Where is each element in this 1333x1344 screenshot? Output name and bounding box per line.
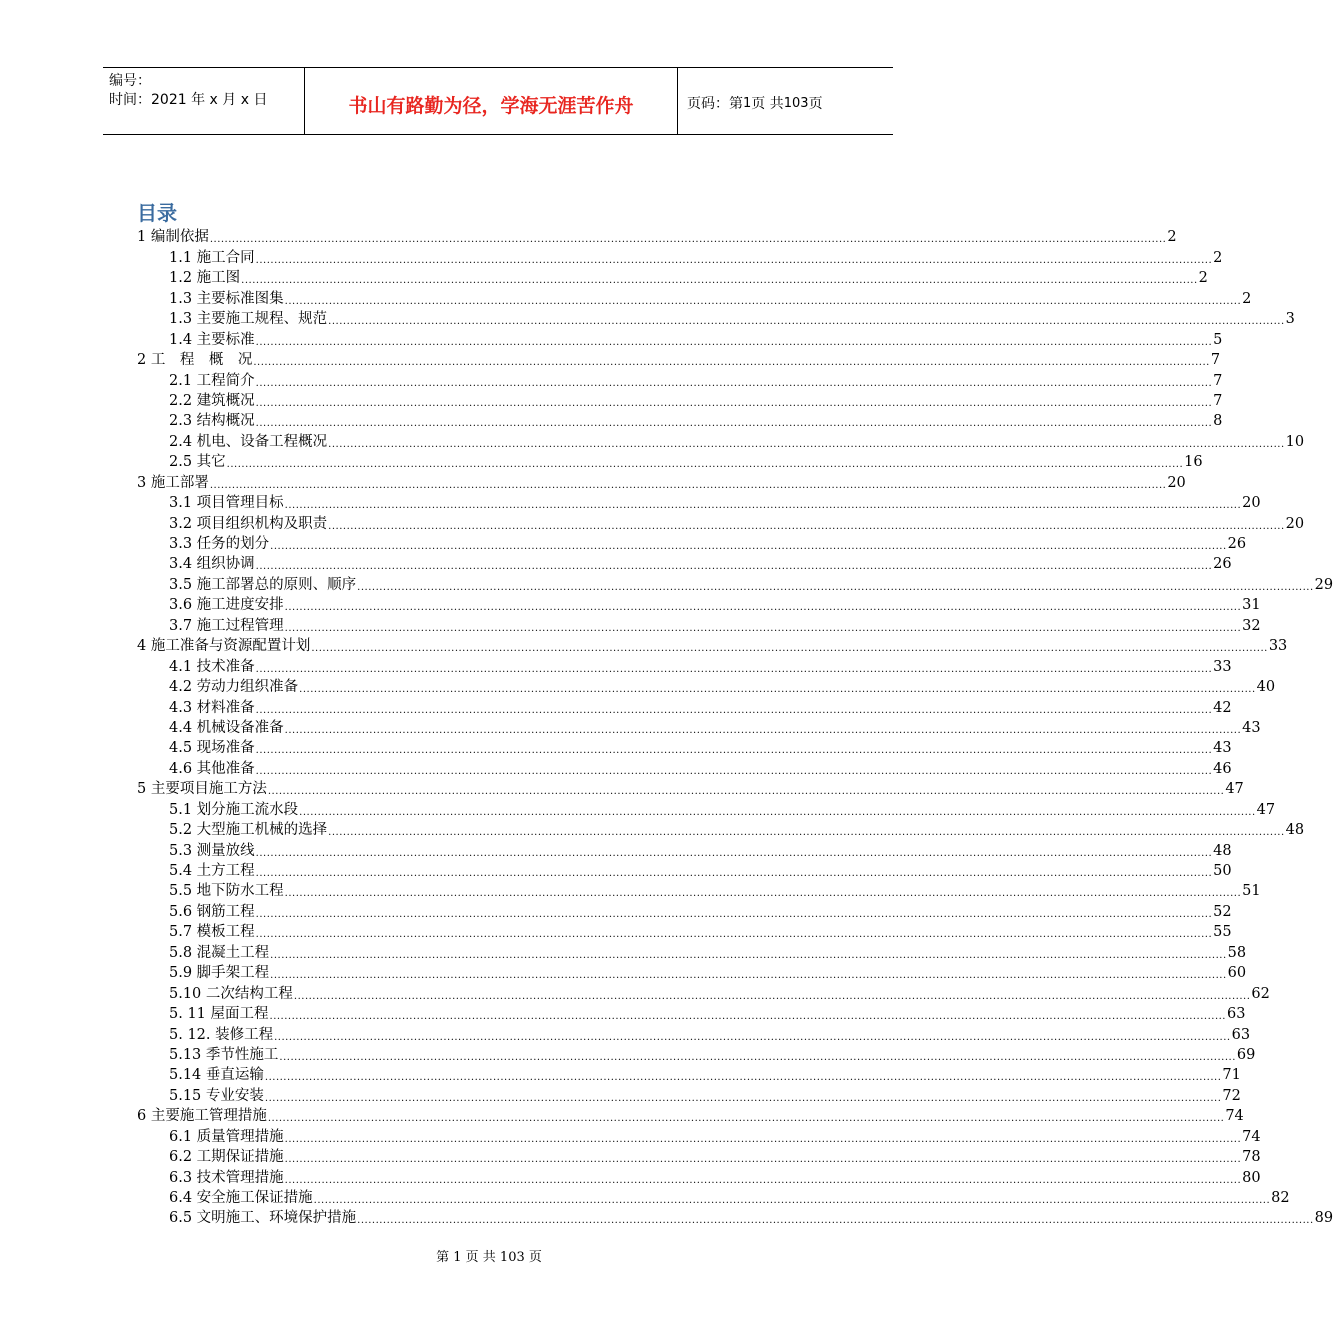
toc-leader-dots: .................................................................................................................................................................................................................................................................... (253, 357, 1210, 369)
toc-entry-title: 2.4 机电、设备工程概况 (169, 433, 328, 450)
toc-leader-dots: .................................................................................................................................................................................................................................................................... (279, 1051, 1236, 1063)
toc-leader-dots: .................................................................................................................................................................................................................................................................... (284, 1133, 1242, 1145)
toc-entry-page: 5 (1213, 331, 1223, 348)
toc-entry-page: 46 (1213, 760, 1232, 777)
toc-entry[interactable] (137, 962, 1247, 982)
toc-entry-title: 5.8 混凝土工程 (169, 944, 270, 961)
toc-leader-dots: .................................................................................................................................................................................................................................................................... (255, 868, 1213, 879)
toc-entry-title: 1.1 施工合同 (169, 249, 255, 266)
toc-entry-page: 16 (1184, 454, 1203, 471)
toc-entry[interactable] (137, 594, 1261, 614)
toc-leader-dots: .................................................................................................................................................................................................................................................................... (255, 254, 1213, 266)
toc-entry-page: 69 (1236, 1046, 1256, 1063)
toc-entry-title: 4.4 机械设备准备 (169, 719, 284, 736)
toc-leader-dots: .................................................................................................................................................................................................................................................................... (284, 1154, 1242, 1166)
toc-leader-dots: .................................................................................................................................................................................................................................................................... (255, 765, 1213, 777)
toc-entry[interactable] (137, 737, 1232, 757)
toc-leader-dots: .................................................................................................................................................................................................................................................................... (328, 438, 1285, 450)
toc-entry-page: 26 (1213, 556, 1232, 573)
toc-entry-page: 3 (1285, 311, 1295, 328)
toc-leader-dots: .................................................................................................................................................................................................................................................................... (313, 1195, 1271, 1206)
toc-entry-title: 5. 12. 装修工程 (169, 1026, 274, 1043)
toc-entry[interactable] (137, 778, 1244, 798)
toc-entry-title: 5.9 脚手架工程 (169, 965, 270, 982)
toc-entry-title: 2.5 其它 (169, 454, 226, 471)
page-total: 103 (783, 95, 809, 111)
toc-leader-dots: .................................................................................................................................................................................................................................................................... (255, 377, 1213, 389)
toc-entry[interactable] (137, 349, 1221, 369)
toc-entry-page: 48 (1285, 822, 1305, 839)
toc-entry[interactable] (137, 471, 1186, 491)
toc-entry[interactable] (137, 369, 1223, 389)
toc-title: 目录 (137, 201, 177, 225)
toc-entry[interactable] (137, 921, 1232, 941)
toc-entry-page: 63 (1231, 1026, 1251, 1043)
toc-entry-title: 4.6 其他准备 (169, 760, 255, 777)
toc-entry-title: 3 施工部署 (137, 474, 209, 491)
toc-entry-page: 55 (1213, 924, 1232, 941)
toc-entry-title: 5.5 地下防水工程 (169, 883, 284, 900)
toc-entry-page: 60 (1227, 965, 1247, 982)
toc-entry-title: 3.1 项目管理目标 (169, 495, 284, 512)
toc-entry[interactable] (137, 390, 1223, 410)
time-value: 2021 年 x 月 x 日 (151, 92, 268, 108)
toc-entry-title: 1.3 主要施工规程、规范 (169, 311, 328, 328)
toc-entry-title: 3.5 施工部署总的原则、顺序 (169, 576, 357, 593)
toc-entry-title: 3.7 施工过程管理 (169, 617, 284, 634)
toc-entry-page: 2 (1213, 249, 1223, 266)
toc-entry[interactable] (137, 982, 1270, 1002)
toc-leader-dots: .................................................................................................................................................................................................................................................................... (284, 295, 1242, 307)
toc-entry-title: 5.2 大型施工机械的选择 (169, 822, 328, 839)
toc-entry-title: 2.1 工程简介 (169, 372, 255, 389)
toc-entry-page: 10 (1285, 433, 1305, 450)
toc-entry-title: 3.6 施工进度安排 (169, 597, 284, 614)
toc-leader-dots: .................................................................................................................................................................................................................................................................... (284, 888, 1242, 900)
toc-entry[interactable] (137, 430, 1305, 450)
toc-leader-dots: .................................................................................................................................................................................................................................................................... (299, 806, 1256, 818)
toc-leader-dots: .................................................................................................................................................................................................................................................................... (269, 1011, 1226, 1023)
toc-entry[interactable] (137, 553, 1232, 573)
toc-entry-page: 33 (1268, 638, 1288, 655)
toc-entry[interactable] (137, 533, 1247, 553)
toc-entry-page: 2 (1198, 270, 1208, 287)
toc-entry[interactable] (137, 1187, 1290, 1207)
toc-leader-dots: .................................................................................................................................................................................................................................................................... (255, 561, 1213, 573)
toc-entry-title: 5 主要项目施工方法 (137, 781, 267, 798)
toc-entry-page: 52 (1213, 903, 1232, 920)
toc-leader-dots: .................................................................................................................................................................................................................................................................... (357, 1215, 1314, 1227)
toc-entry[interactable] (137, 267, 1208, 287)
toc-entry-title: 4.2 劳动力组织准备 (169, 679, 299, 696)
toc-entry[interactable] (137, 492, 1261, 512)
toc-leader-dots: .................................................................................................................................................................................................................................................................... (255, 745, 1213, 757)
toc-entry[interactable] (137, 512, 1305, 532)
toc-leader-dots: .................................................................................................................................................................................................................................................................... (226, 459, 1184, 471)
toc-entry[interactable] (137, 1064, 1241, 1084)
toc-entry[interactable] (137, 635, 1288, 655)
toc-entry-title: 5.7 模板工程 (169, 924, 255, 941)
toc-leader-dots: .................................................................................................................................................................................................................................................................... (270, 970, 1227, 982)
toc-leader-dots: .................................................................................................................................................................................................................................................................... (357, 581, 1314, 593)
toc-leader-dots: .................................................................................................................................................................................................................................................................... (328, 827, 1285, 839)
toc-entry-title: 1.2 施工图 (169, 270, 241, 287)
toc-leader-dots: .................................................................................................................................................................................................................................................................... (270, 949, 1227, 961)
toc-entry-title: 3.2 项目组织机构及职责 (169, 515, 328, 532)
toc-entry-title: 5.14 垂直运输 (169, 1067, 264, 1084)
toc-leader-dots: .................................................................................................................................................................................................................................................................... (284, 622, 1242, 634)
toc-entry-title: 5.6 钢筋工程 (169, 903, 255, 920)
toc-entry[interactable] (137, 1125, 1261, 1145)
toc-entry-title: 1 编制依据 (137, 229, 209, 246)
toc-entry-page: 63 (1226, 1006, 1246, 1023)
toc-leader-dots: .................................................................................................................................................................................................................................................................... (255, 847, 1213, 859)
toc-entry-page: 58 (1227, 944, 1247, 961)
toc-entry[interactable] (137, 655, 1232, 675)
number-label: 编号： (109, 73, 151, 89)
toc-leader-dots: .................................................................................................................................................................................................................................................................... (267, 1113, 1225, 1125)
toc-entry[interactable] (137, 717, 1261, 737)
toc-entry-title: 6.4 安全施工保证措施 (169, 1190, 313, 1206)
toc-entry-page: 80 (1242, 1169, 1261, 1186)
toc-entry[interactable] (137, 798, 1276, 818)
toc-entry-title: 2.3 结构概况 (169, 413, 255, 430)
toc-leader-dots: .................................................................................................................................................................................................................................................................... (284, 724, 1242, 736)
toc-entry-page: 8 (1213, 413, 1223, 430)
toc-entry-page: 43 (1213, 740, 1232, 757)
toc-entry[interactable] (137, 676, 1276, 696)
toc-entry-page: 7 (1210, 352, 1221, 369)
toc-entry-page: 47 (1225, 781, 1244, 798)
toc-entry-page: 43 (1242, 719, 1261, 736)
toc-entry-title: 5.15 专业安装 (169, 1087, 264, 1104)
toc-leader-dots: .................................................................................................................................................................................................................................................................... (328, 316, 1285, 328)
toc-entry-title: 5.4 土方工程 (169, 863, 255, 879)
toc-entry-page: 2 (1242, 290, 1252, 307)
toc-entry-title: 3.3 任务的划分 (169, 536, 270, 552)
toc-leader-dots: .................................................................................................................................................................................................................................................................... (255, 336, 1213, 348)
page-header (103, 67, 893, 135)
toc-entry-title: 5. 11 屋面工程 (169, 1006, 269, 1023)
toc-entry-title: 6 主要施工管理措施 (137, 1108, 267, 1125)
toc-leader-dots: .................................................................................................................................................................................................................................................................... (255, 418, 1213, 430)
toc-entry[interactable] (137, 757, 1232, 777)
toc-leader-dots: .................................................................................................................................................................................................................................................................... (274, 1031, 1231, 1043)
toc-list (137, 226, 1333, 1227)
toc-entry-page: 20 (1242, 495, 1261, 512)
toc-entry[interactable] (137, 1146, 1261, 1166)
toc-entry-page: 20 (1285, 515, 1305, 532)
toc-entry-page: 2 (1167, 229, 1177, 246)
toc-leader-dots: .................................................................................................................................................................................................................................................................... (267, 786, 1225, 798)
toc-entry[interactable] (137, 451, 1203, 471)
toc-entry-title: 6.3 技术管理措施 (169, 1169, 284, 1186)
toc-entry-page: 62 (1251, 985, 1270, 1002)
toc-leader-dots: .................................................................................................................................................................................................................................................................... (255, 397, 1213, 409)
toc-entry-title: 1.4 主要标准 (169, 331, 255, 348)
toc-entry[interactable] (137, 880, 1261, 900)
toc-entry-title: 4.1 技术准备 (169, 658, 255, 675)
time-label: 时间： (109, 92, 151, 108)
toc-entry-title: 4.5 现场准备 (169, 740, 255, 757)
page-mid: 页 共 (751, 96, 784, 112)
toc-leader-dots: .................................................................................................................................................................................................................................................................... (293, 990, 1251, 1002)
toc-entry-page: 32 (1242, 617, 1261, 634)
toc-entry[interactable] (137, 839, 1232, 859)
toc-entry-title: 5.3 测量放线 (169, 842, 255, 859)
toc-leader-dots: .................................................................................................................................................................................................................................................................... (255, 663, 1213, 675)
toc-entry-page: 26 (1227, 536, 1247, 552)
toc-entry[interactable] (137, 1044, 1256, 1064)
toc-entry-title: 3.4 组织协调 (169, 556, 255, 573)
toc-entry[interactable] (137, 1003, 1246, 1023)
toc-leader-dots: .................................................................................................................................................................................................................................................................... (255, 929, 1213, 941)
toc-entry[interactable] (137, 614, 1261, 634)
toc-entry-title: 1.3 主要标准图集 (169, 290, 284, 307)
toc-entry[interactable] (137, 308, 1295, 328)
toc-entry-title: 6.5 文明施工、环境保护措施 (169, 1210, 357, 1227)
toc-entry[interactable] (137, 1105, 1244, 1125)
toc-entry-page: 42 (1213, 699, 1232, 716)
toc-leader-dots: .................................................................................................................................................................................................................................................................... (270, 541, 1227, 552)
toc-entry-title: 5.1 划分施工流水段 (169, 801, 299, 818)
header-page-info (678, 68, 893, 134)
toc-leader-dots: .................................................................................................................................................................................................................................................................... (311, 643, 1268, 655)
toc-entry[interactable] (137, 1084, 1241, 1104)
toc-entry[interactable] (137, 573, 1333, 593)
toc-entry-page: 74 (1225, 1108, 1244, 1125)
toc-entry-page: 33 (1213, 658, 1232, 675)
toc-entry[interactable] (137, 900, 1232, 920)
toc-entry-page: 50 (1213, 863, 1232, 879)
toc-entry-title: 6.2 工期保证措施 (169, 1149, 284, 1166)
toc-entry[interactable] (137, 1166, 1261, 1186)
page-current: 1 (743, 95, 752, 111)
toc-entry[interactable] (137, 328, 1223, 348)
toc-entry[interactable] (137, 1207, 1333, 1227)
toc-entry-page: 71 (1222, 1067, 1241, 1084)
toc-entry-page: 82 (1271, 1190, 1290, 1206)
toc-leader-dots: .................................................................................................................................................................................................................................................................... (241, 275, 1198, 287)
time-line (109, 91, 304, 110)
toc-entry-page: 7 (1213, 392, 1223, 409)
toc-entry[interactable] (137, 226, 1177, 246)
toc-entry-page: 40 (1256, 679, 1276, 696)
toc-entry[interactable] (137, 246, 1223, 266)
toc-entry[interactable] (137, 941, 1247, 961)
toc-leader-dots: .................................................................................................................................................................................................................................................................... (255, 704, 1213, 716)
toc-entry-title: 5.10 二次结构工程 (169, 985, 293, 1002)
toc-leader-dots: .................................................................................................................................................................................................................................................................... (284, 602, 1242, 614)
toc-entry[interactable] (137, 410, 1223, 430)
toc-entry-page: 89 (1314, 1210, 1333, 1227)
toc-entry[interactable] (137, 287, 1252, 307)
toc-entry-title: 6.1 质量管理措施 (169, 1128, 284, 1145)
toc-entry-page: 31 (1242, 597, 1261, 614)
toc-leader-dots: .................................................................................................................................................................................................................................................................... (264, 1092, 1222, 1104)
toc-entry-title: 2.2 建筑概况 (169, 392, 255, 409)
toc-entry-page: 78 (1242, 1149, 1261, 1166)
toc-entry-page: 72 (1222, 1087, 1241, 1104)
toc-entry-page: 48 (1213, 842, 1232, 859)
toc-entry-page: 74 (1242, 1128, 1261, 1145)
toc-leader-dots: .................................................................................................................................................................................................................................................................... (209, 479, 1167, 491)
toc-entry[interactable] (137, 1023, 1251, 1043)
toc-leader-dots: .................................................................................................................................................................................................................................................................... (264, 1072, 1222, 1084)
toc-entry-page: 47 (1256, 801, 1276, 818)
toc-leader-dots: .................................................................................................................................................................................................................................................................... (328, 520, 1285, 532)
toc-leader-dots: .................................................................................................................................................................................................................................................................... (284, 500, 1242, 512)
toc-entry-page: 20 (1167, 474, 1186, 491)
header-meta (103, 68, 304, 134)
toc-leader-dots: .................................................................................................................................................................................................................................................................... (209, 234, 1167, 246)
page-suffix: 页 (808, 96, 823, 112)
toc-entry-title: 5.13 季节性施工 (169, 1046, 279, 1063)
page-label: 页码：第 (687, 96, 743, 112)
toc-entry-page: 7 (1213, 372, 1223, 389)
toc-entry[interactable] (137, 696, 1232, 716)
toc-leader-dots: .................................................................................................................................................................................................................................................................... (255, 908, 1213, 920)
toc-leader-dots: .................................................................................................................................................................................................................................................................... (284, 1174, 1242, 1186)
toc-leader-dots: .................................................................................................................................................................................................................................................................... (299, 684, 1256, 696)
toc-entry-page: 29 (1314, 576, 1333, 593)
header-motto: 书山有路勤为径，学海无涯苦作舟 (304, 68, 678, 134)
toc-entry[interactable] (137, 819, 1305, 839)
toc-entry-title: 2 工 程 概 况 (137, 352, 253, 369)
toc-entry-title: 4.3 材料准备 (169, 699, 255, 716)
page-footer: 第 1 页 共 103 页 (436, 1250, 542, 1265)
toc-entry-page: 51 (1242, 883, 1261, 900)
toc-entry-title: 4 施工准备与资源配置计划 (137, 638, 311, 655)
toc-entry[interactable] (137, 860, 1232, 880)
